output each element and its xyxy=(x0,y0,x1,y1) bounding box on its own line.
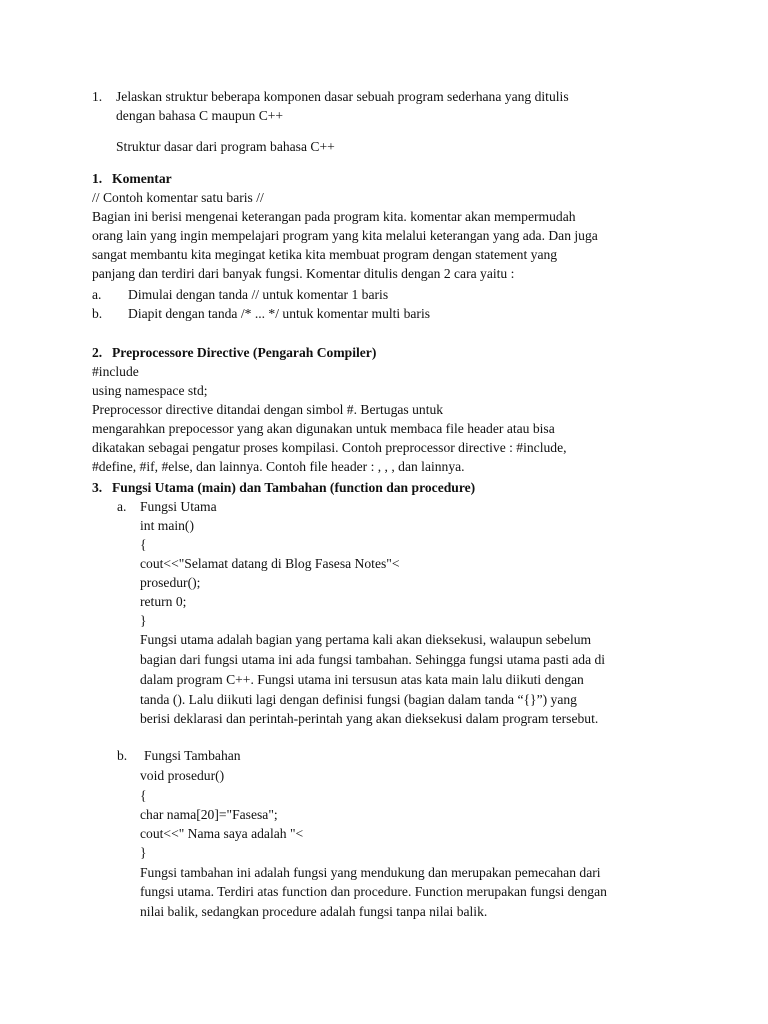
sub-b-desc-line: Fungsi tambahan ini adalah fungsi yang mendukung dan merupakan pemecahan dari xyxy=(140,865,601,880)
section-3-heading: Fungsi Utama (main) dan Tambahan (function dan procedure) xyxy=(112,480,476,495)
sub-a-desc-line: tanda (). Lalu diikuti lagi dengan definisi fungsi (bagian dalam tanda “{}”) yang xyxy=(140,692,577,707)
code-line: } xyxy=(140,845,147,860)
section-2-line: #include xyxy=(92,364,139,379)
intro-text: Struktur dasar dari program bahasa C++ xyxy=(116,139,335,154)
list-item: Diapit dengan tanda /* ... */ untuk komentar multi baris xyxy=(128,306,431,321)
code-line: { xyxy=(140,788,147,803)
code-line: cout<<"Selamat datang di Blog Fasesa Notes"< xyxy=(140,556,400,571)
list-item: Dimulai dengan tanda // untuk komentar 1 baris xyxy=(128,287,389,302)
code-line: return 0; xyxy=(140,594,187,609)
code-line: int main() xyxy=(140,518,194,533)
sub-b-desc-line: nilai balik, sedangkan procedure adalah fungsi tanpa nilai balik. xyxy=(140,904,488,919)
sub-b-desc-line: fungsi utama. Terdiri atas function dan procedure. Function merupakan fungsi dengan xyxy=(140,884,607,899)
section-2-line: #define, #if, #else, dan lainnya. Contoh file header : , , , dan lainnya. xyxy=(92,459,465,474)
section-2-line: Preprocessor directive ditandai dengan simbol #. Bertugas untuk xyxy=(92,402,444,417)
section-2-heading: Preprocessore Directive (Pengarah Compiler) xyxy=(112,345,377,360)
list-marker: b. xyxy=(92,306,103,321)
section-1-line: panjang dan terdiri dari banyak fungsi. Komentar ditulis dengan 2 cara yaitu : xyxy=(92,266,515,281)
sub-b-title: Fungsi Tambahan xyxy=(144,748,241,763)
section-2-line: mengarahkan prepocessor yang akan digunakan untuk membaca file header atau bisa xyxy=(92,421,555,436)
sub-a-desc-line: dalam program C++. Fungsi utama ini tersusun atas kata main lalu diikuti dengan xyxy=(140,672,584,687)
code-line: } xyxy=(140,613,147,628)
code-line: { xyxy=(140,537,147,552)
section-2-line: using namespace std; xyxy=(92,383,208,398)
section-1-heading: Komentar xyxy=(112,171,172,186)
sub-b-marker: b. xyxy=(117,748,128,763)
sub-a-title: Fungsi Utama xyxy=(140,499,217,514)
question-text-line-2: dengan bahasa C maupun C++ xyxy=(116,108,284,123)
code-line: cout<<" Nama saya adalah "< xyxy=(140,826,304,841)
question-text-line-1: Jelaskan struktur beberapa komponen dasar sebuah program sederhana yang ditulis xyxy=(116,89,569,104)
section-1-line: // Contoh komentar satu baris // xyxy=(92,190,264,205)
section-2-number: 2. xyxy=(92,345,103,360)
list-marker: a. xyxy=(92,287,102,302)
section-2-line: dikatakan sebagai pengatur proses kompilasi. Contoh preprocessor directive : #include, xyxy=(92,440,567,455)
code-line: char nama[20]="Fasesa"; xyxy=(140,807,278,822)
section-1-number: 1. xyxy=(92,171,103,186)
section-3-number: 3. xyxy=(92,480,103,495)
question-number: 1. xyxy=(92,89,103,104)
sub-a-desc-line: bagian dari fungsi utama ini ada fungsi tambahan. Sehingga fungsi utama pasti ada di xyxy=(140,652,606,667)
code-line: void prosedur() xyxy=(140,768,225,783)
sub-a-desc-line: Fungsi utama adalah bagian yang pertama kali akan dieksekusi, walaupun sebelum xyxy=(140,632,592,647)
sub-a-desc-line: berisi deklarasi dan perintah-perintah yang akan dieksekusi dalam program tersebut. xyxy=(140,711,599,726)
code-line: prosedur(); xyxy=(140,575,201,590)
section-1-line: sangat membantu kita megingat ketika kita membuat program dengan statement yang xyxy=(92,247,558,262)
section-1-line: Bagian ini berisi mengenai keterangan pada program kita. komentar akan mempermudah xyxy=(92,209,576,224)
section-1-line: orang lain yang ingin mempelajari program yang kita melalui keterangan yang ada. Dan juga xyxy=(92,228,598,243)
sub-a-marker: a. xyxy=(117,499,127,514)
